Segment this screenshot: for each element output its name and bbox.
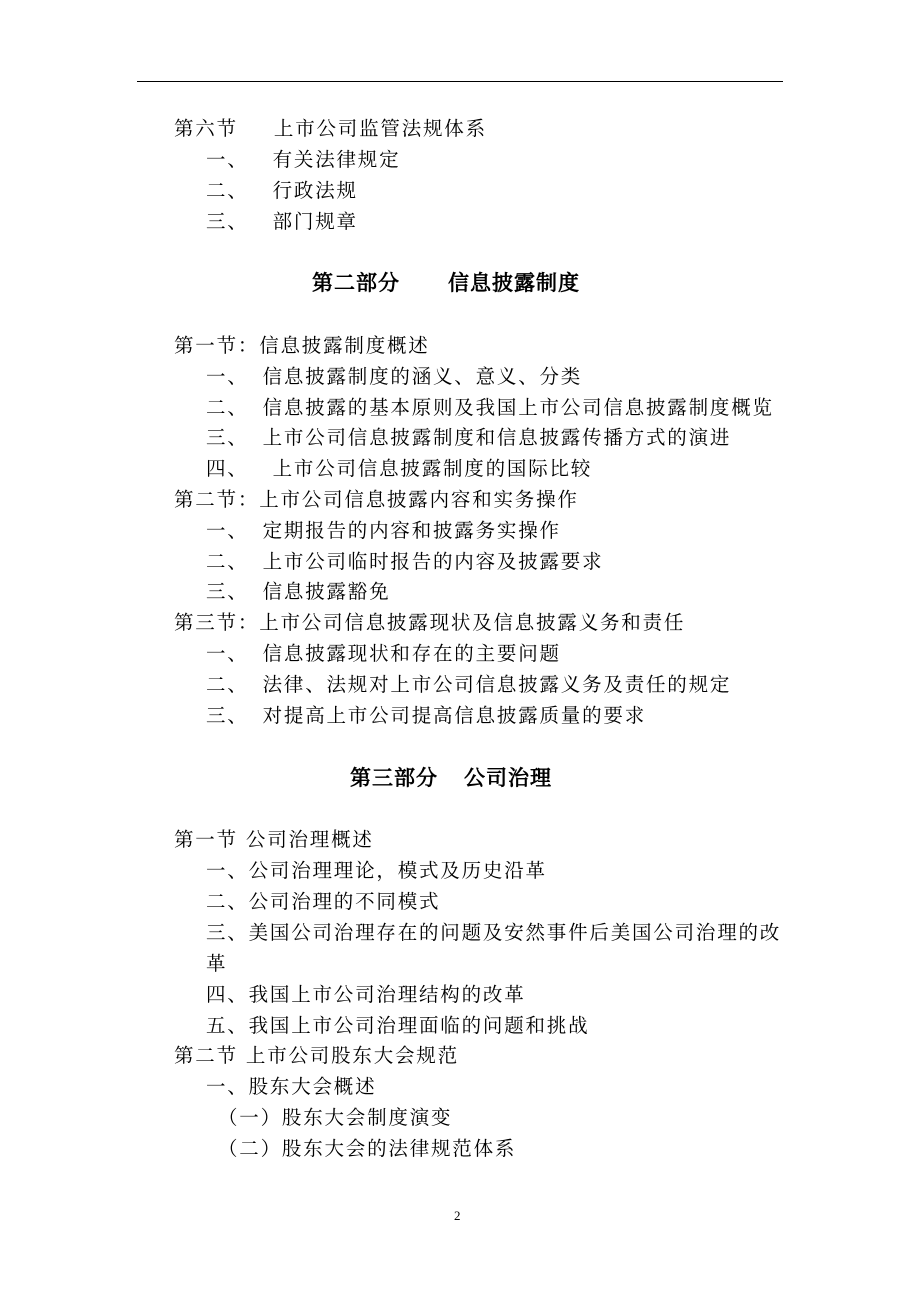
list-item: 三、 对提高上市公司提高信息披露质量的要求 (206, 704, 647, 727)
list-item: 五、我国上市公司治理面临的问题和挑战 (206, 1014, 590, 1037)
list-item: 二、公司治理的不同模式 (206, 890, 441, 913)
list-item: 一、 信息披露现状和存在的主要问题 (206, 642, 561, 665)
list-item: 一、公司治理理论，模式及历史沿革 (206, 859, 547, 882)
list-item: 三、 上市公司信息披露制度和信息披露传播方式的演进 (206, 426, 732, 449)
list-item: 三、 信息披露豁免 (206, 580, 391, 603)
list-item: 一、股东大会概述 (206, 1075, 377, 1098)
list-item: 三、 部门规章 (206, 210, 358, 233)
list-item: 二、 行政法规 (206, 179, 358, 202)
list-item: 四、 上市公司信息披露制度的国际比较 (206, 457, 593, 480)
list-item: 一、 定期报告的内容和披露务实操作 (206, 519, 561, 542)
list-item: （二）股东大会的法律规范体系 (218, 1137, 517, 1160)
part-heading: 第二部分 信息披露制度 (312, 271, 580, 295)
section-heading: 第二节 上市公司股东大会规范 (174, 1044, 459, 1067)
part-heading: 第三部分 公司治理 (350, 766, 552, 790)
page-number: 2 (454, 1208, 461, 1223)
list-item: 二、 信息披露的基本原则及我国上市公司信息披露制度概览 (206, 396, 774, 419)
section-heading: 第三节：上市公司信息披露现状及信息披露义务和责任 (174, 611, 686, 634)
list-item: 二、 法律、法规对上市公司信息披露义务及责任的规定 (206, 673, 732, 696)
section-heading: 第一节：信息披露制度概述 (174, 334, 430, 357)
list-item: 一、 有关法律规定 (206, 148, 401, 171)
list-item: 四、我国上市公司治理结构的改革 (206, 983, 526, 1006)
header-rule (137, 81, 783, 82)
section-heading: 第二节：上市公司信息披露内容和实务操作 (174, 488, 579, 511)
list-item: 革 (206, 952, 228, 975)
list-item: 二、 上市公司临时报告的内容及披露要求 (206, 550, 604, 573)
list-item: 一、 信息披露制度的涵义、意义、分类 (206, 365, 583, 388)
list-item: 三、美国公司治理存在的问题及安然事件后美国公司治理的改 (206, 921, 782, 944)
section-heading: 第一节 公司治理概述 (174, 828, 374, 851)
list-item: （一）股东大会制度演变 (218, 1106, 453, 1129)
section-heading: 第六节 上市公司监管法规体系 (174, 117, 487, 140)
